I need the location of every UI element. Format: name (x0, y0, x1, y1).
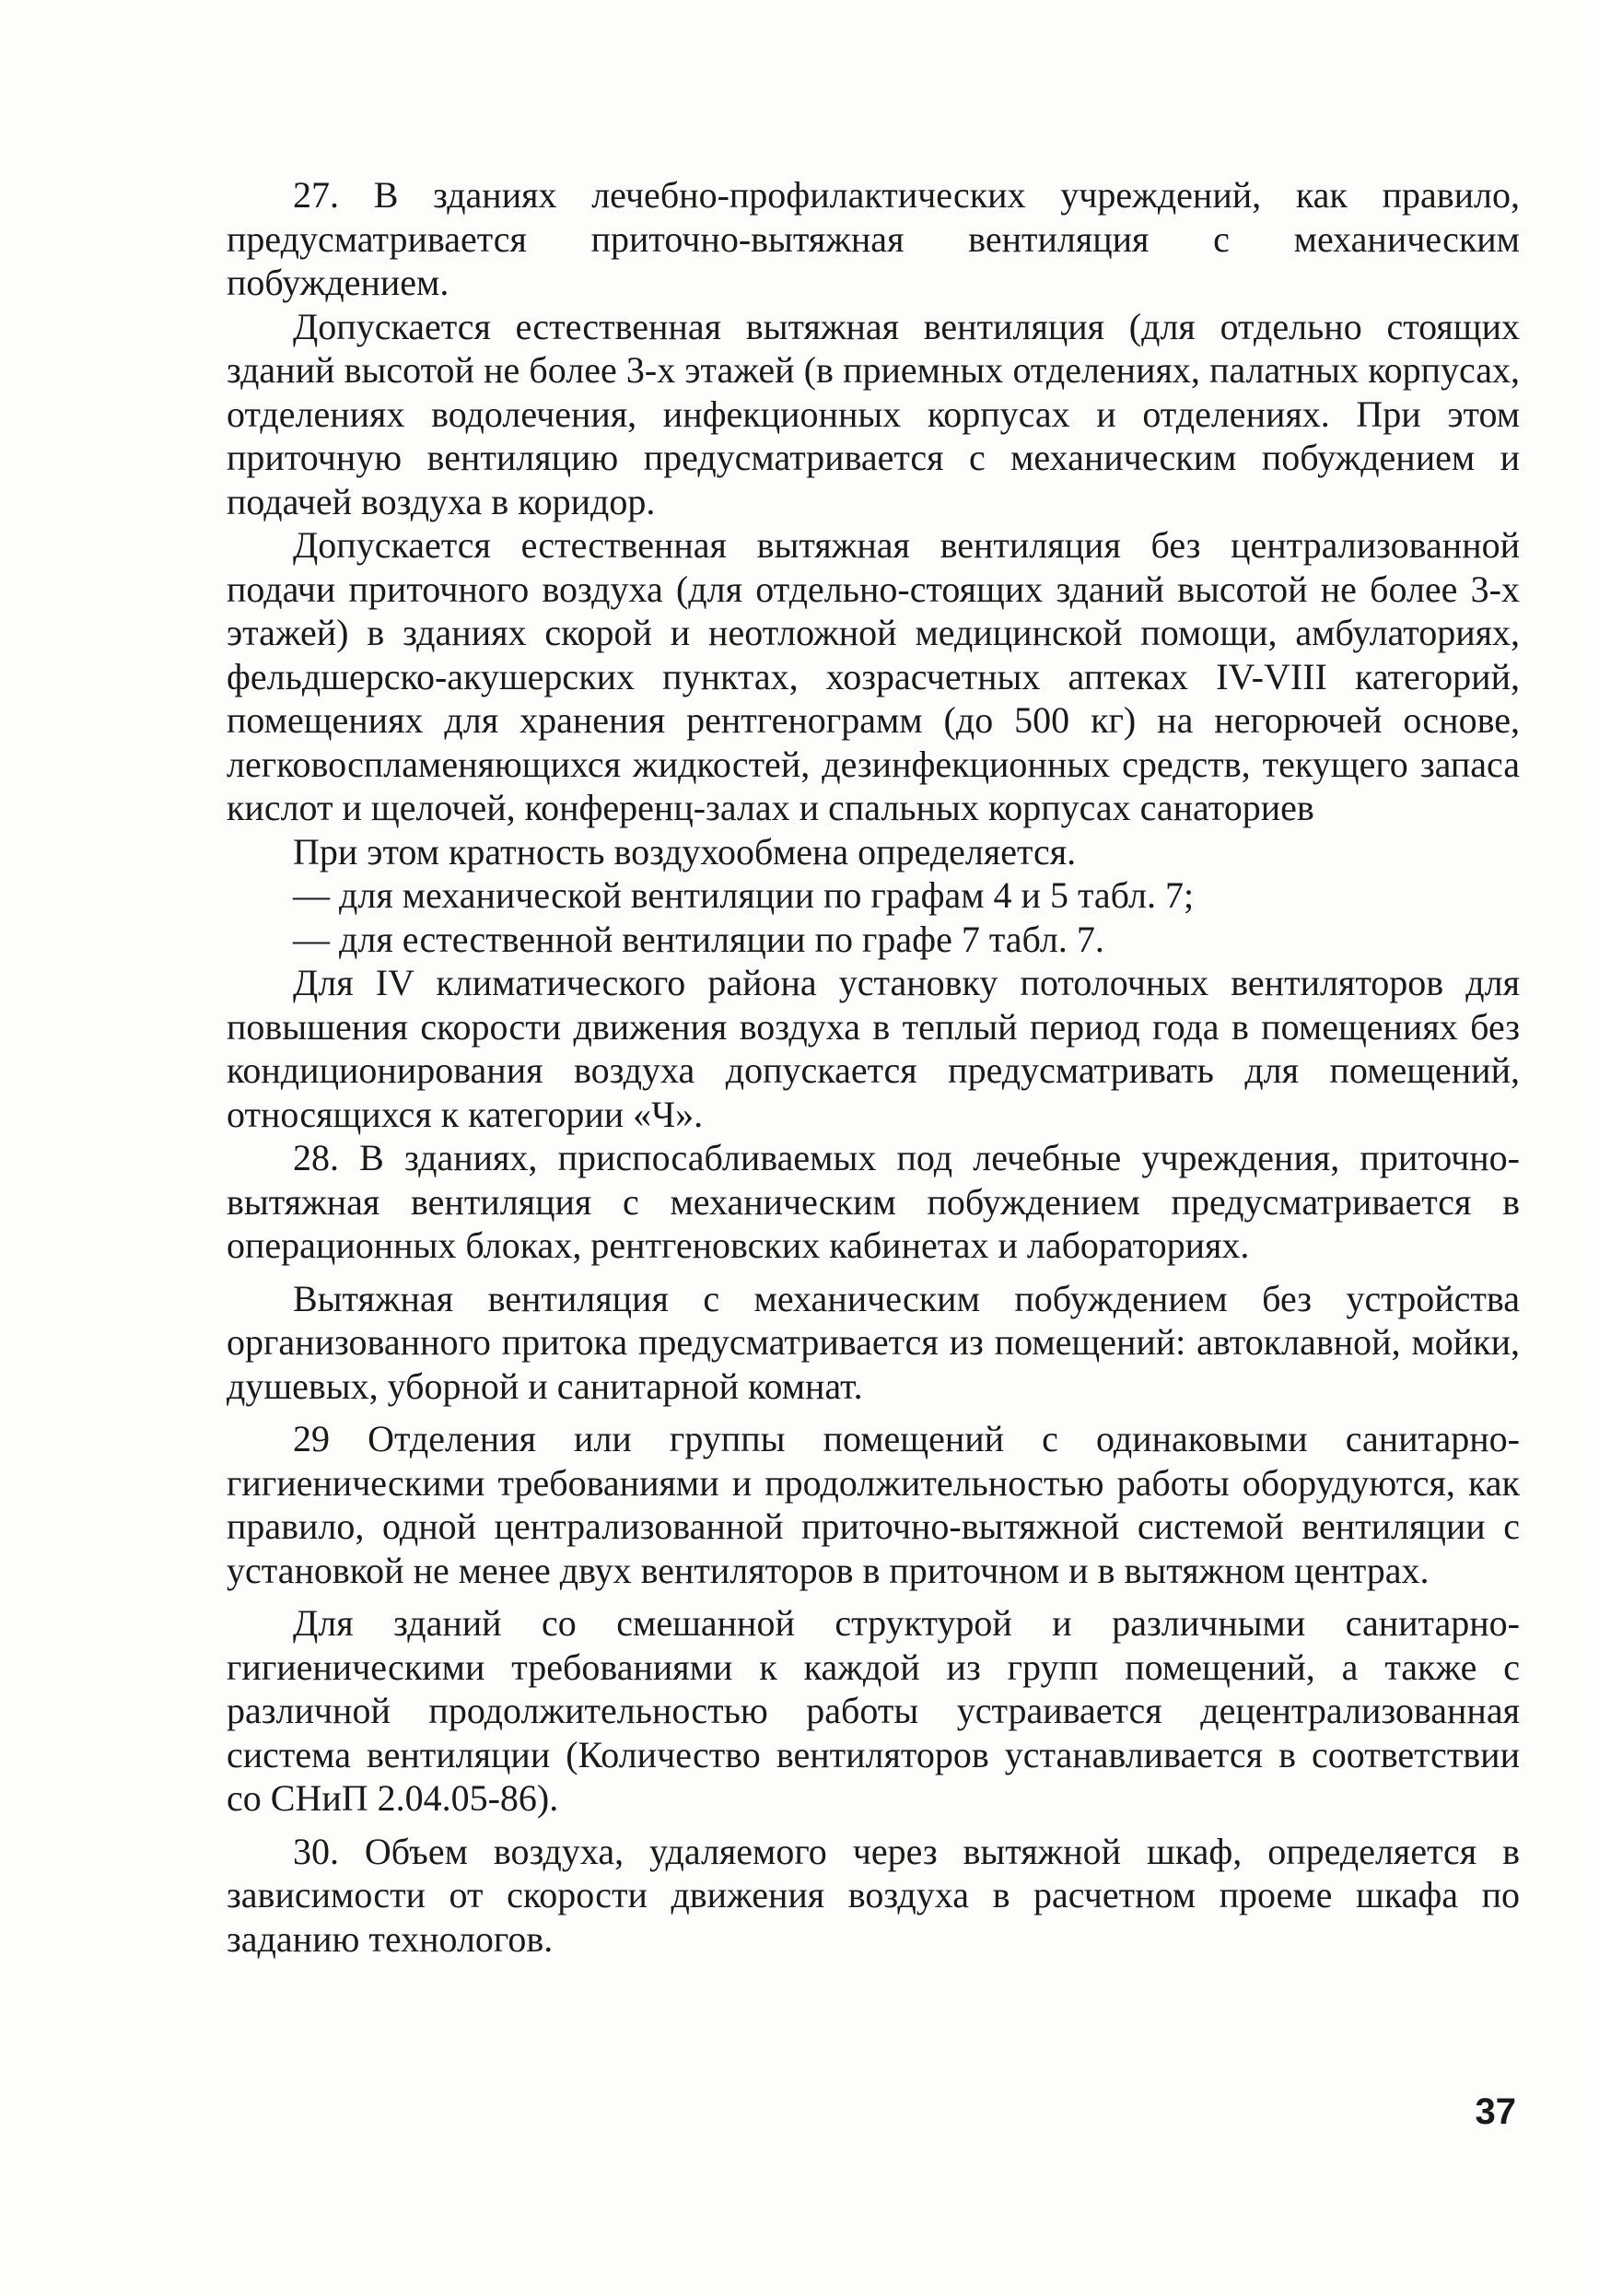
list-item-natural: — для естественной вентиляции по графе 7 табл. 7. (293, 918, 1104, 960)
paragraph-exhaust-without-supply: Вытяжная вентиляция с механическим побуждением без устройства организованного притока предусматривается из помещений: автоклавной, мойки, душевых, уборной и санитарной комнат. (227, 1277, 1520, 1407)
paragraph-mixed-structure: Для зданий со смешанной структурой и различными санитарно-гигиеническими требованиями к каждой из групп помещений, а также с различной продолжительностью работы устраивается децентрализованная система вентиляции (Количество вентиляторов устанавливается в соответствии со СНиП 2.04.05-86). (227, 1602, 1520, 1819)
paragraph-natural-exhaust: Допускается естественная вытяжная вентиляция (для отдельно стоящих зданий высотой не более 3-х этажей (в приемных отделениях, палатных корпусах, отделениях водолечения, инфекционных корпусах и отделениях. При этом приточную вентиляцию предусматривается с механическим побуждением и подачей воздуха в коридор. (227, 305, 1520, 522)
paragraph-27: 27. В зданиях лечебно-профилактических учреждений, как правило, предусматривается приточно-вытяжная вентиляция с механическим побуждением. (227, 174, 1520, 303)
paragraph-natural-exhaust-no-supply: Допускается естественная вытяжная вентиляция без централизованной подачи приточного воздуха (для отдельно-стоящих зданий высотой не более 3-х этажей) в зданиях скорой и неотложной медицинской помощи, амбулаториях, фельдшерско-акушерских пунктах, хозрасчетных аптеках IV-VIII категорий, помещениях для хранения рентгенограмм (до 500 кг) на негорючей основе, легковоспламеняющихся жидкостей, дезинфекционных средств, текущего запаса кислот и щелочей, конференц-залах и спальных корпусах санаториев (227, 524, 1520, 828)
list-item-mechanical: — для механической вентиляции по графам 4 и 5 табл. 7; (293, 874, 1195, 916)
paragraph-29: 29 Отделения или группы помещений с одинаковыми санитарно-гигиеническими требованиями и продолжительностью работы оборудуются, как правило, одной централизованной приточно-вытяжной системой вентиляции с установкой не менее двух вентиляторов в приточном и в вытяжном центрах. (227, 1418, 1520, 1591)
paragraph-28: 28. В зданиях, приспосабливаемых под лечебные учреждения, приточно-вытяжная вентиляция с механическим побуждением предусматривается в операционных блоках, рентгеновских кабинетах и лабораториях. (227, 1137, 1520, 1266)
paragraph-climate-zone-iv: Для IV климатического района установку потолочных вентиляторов для повышения скорости движения воздуха в теплый период года в помещениях без кондиционирования воздуха допускается предусматривать для помещений, относящихся к категории «Ч». (227, 962, 1520, 1135)
body-text (227, 173, 1520, 1961)
paragraph-air-exchange-rate: При этом кратность воздухообмена определяется. (293, 830, 1077, 873)
paragraph-30: 30. Объем воздуха, удаляемого через вытяжной шкаф, определяется в зависимости от скорости движения воздуха в расчетном проеме шкафа по заданию технологов. (227, 1830, 1520, 1960)
page-number: 37 (1475, 2091, 1516, 2132)
